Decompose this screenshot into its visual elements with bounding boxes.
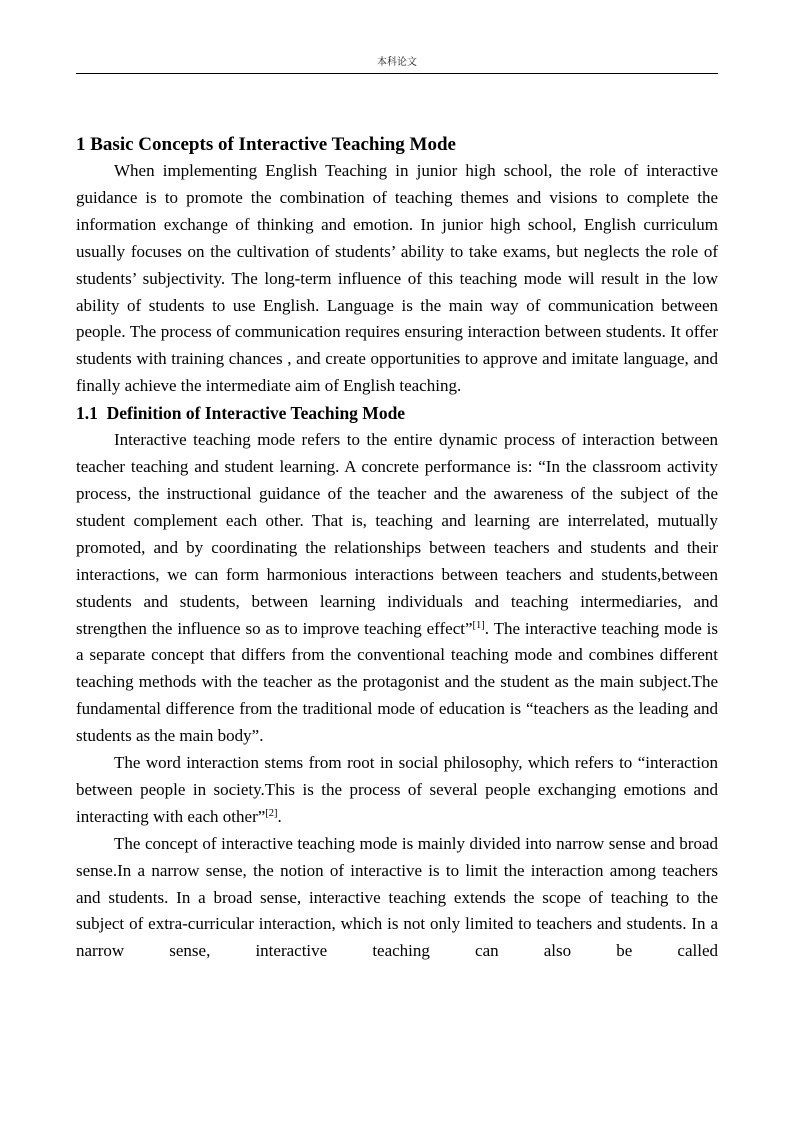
running-header: 本科论文: [377, 57, 417, 68]
document-body: [76, 131, 718, 965]
paragraph-text: Interactive teaching mode refers to the entire dynamic process of interaction between teacher teaching and student learning. A concrete performance is: “In the classroom activity process, the instructional guidance of the teacher and the awareness of the subject of the student complement each other. That is, teaching and learning are interrelated, mutually promoted, and by coordinating the relationships between teachers and students and their interactions, we can form harmonious interactions between teachers and students,between students and students, between learning individuals and teaching intermediaries, and strengthen the influence so as to improve teaching effect”: [76, 430, 718, 638]
section-heading: 1 Basic Concepts of Interactive Teaching Mode: [76, 134, 456, 155]
paragraph-text: The word interaction stems from root in social philosophy, which refers to “interaction between people in society.This is the process of several people exchanging emotions and interacting with each other”: [76, 753, 718, 826]
citation-marker: [1]: [472, 619, 485, 631]
subsection-paragraph-1: [76, 427, 718, 750]
paragraph-text: .: [277, 806, 282, 826]
header-rule: [76, 73, 718, 74]
subsection-heading: 1.1 Definition of Interactive Teaching Mode: [76, 403, 406, 424]
paragraph-text: . The interactive teaching mode is a separate concept that differs from the conventional teaching mode and combines different teaching methods with the teacher as the protagonist and the student as the main subject.The fundamental difference from the traditional mode of education is “teachers as the leading and students as the main body”.: [76, 618, 718, 746]
section-paragraph-1: When implementing English Teaching in junior high school, the role of interactive guidance is to promote the combination of teaching themes and visions to complete the information exchange of thinking and emotion. In junior high school, English curriculum usually focuses on the cultivation of students’ ability to take exams, but neglects the role of students’ subjectivity. The long-term influence of this teaching mode will result in the low ability of students to use English. Language is the main way of communication between people. The process of communication requires ensuring interaction between students. It offer students with training chances , and create opportunities to approve and imitate language, and finally achieve the intermediate aim of English teaching.: [76, 161, 718, 396]
subsection-paragraph-3: The concept of interactive teaching mode is mainly divided into narrow sense and broad sense.In a narrow sense, the notion of interactive is to limit the interaction among teachers and students. In a broad sense, interactive teaching extends the scope of teaching to the subject of extra-curricular interaction, which is not only limited to teachers and students. In a narrow sense, interactive teaching can also be called: [76, 833, 718, 961]
citation-marker: [2]: [265, 807, 278, 819]
subsection-paragraph-2: [76, 750, 718, 831]
